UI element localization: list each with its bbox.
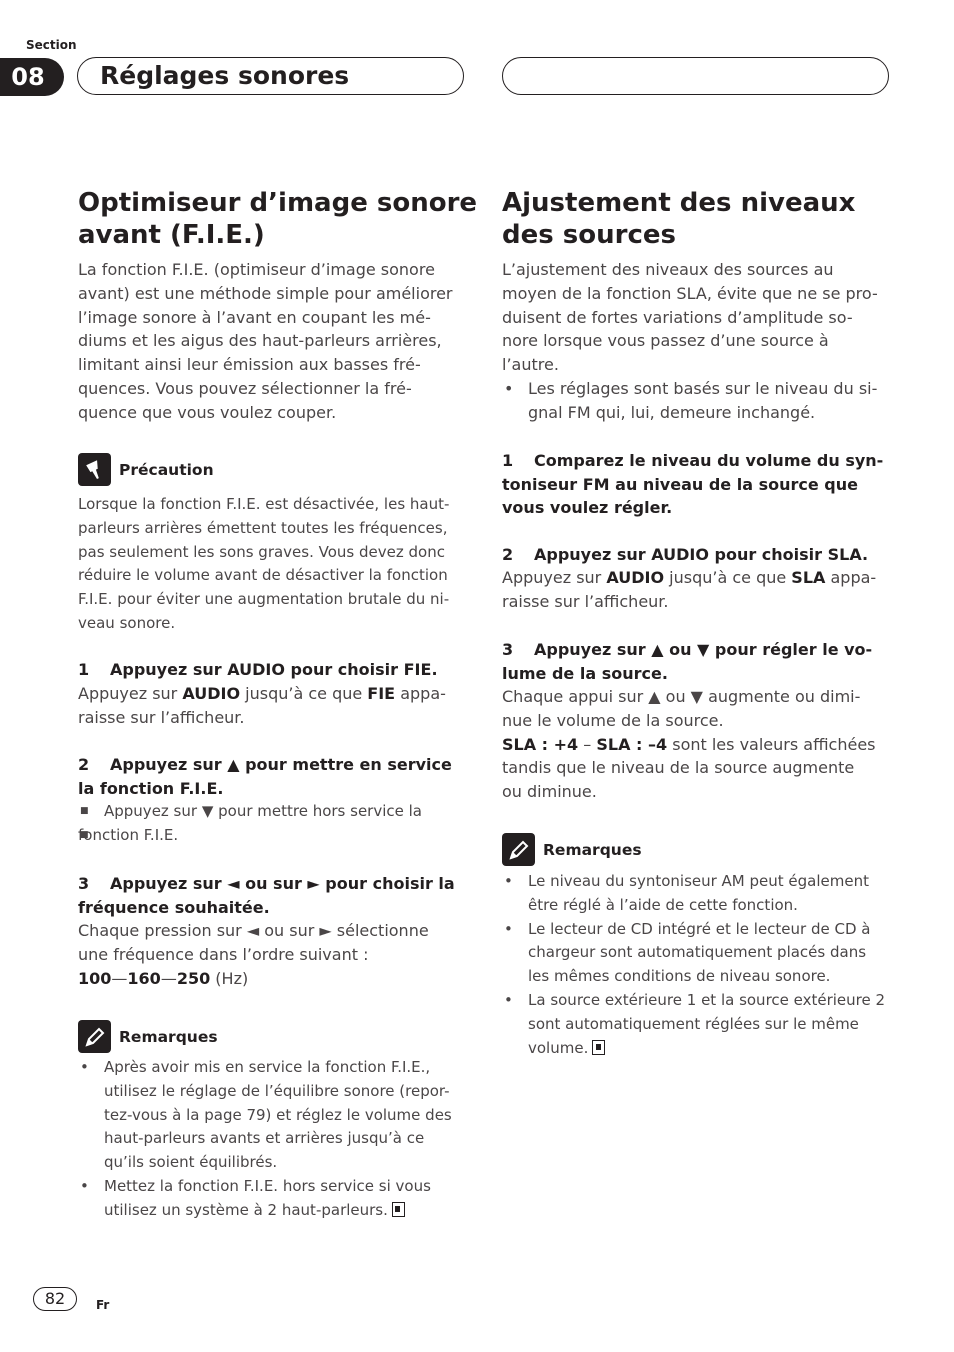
pencil-icon <box>78 1020 111 1053</box>
left-step-1-title: 1 Appuyez sur AUDIO pour choisir FIE. <box>78 660 438 679</box>
right-step-2-text: Appuyez sur AUDIO jusqu’à ce que SLA appa- raisse sur l’afficheur. <box>502 568 877 611</box>
left-note-2: • Mettez la fonction F.I.E. hors service si vous utilisez un système à 2 haut-parleurs. <box>78 1175 468 1223</box>
page-number: 82 <box>33 1287 77 1311</box>
right-heading: Ajustement des niveaux des sources <box>502 188 856 250</box>
left-notes-header <box>78 1020 218 1053</box>
left-notes-title: Remarques <box>119 1027 218 1046</box>
section-title: Réglages sonores <box>100 61 350 90</box>
left-note-1: • Après avoir mis en service la fonction F.I.E., utilisez le réglage de l’équilibre sonore (repor- tez-vous à la page 79) et réglez le volume des haut-parleurs avants et arrières jusqu’à ce qu’ils soient équilibrés. <box>78 1056 468 1175</box>
right-note-2: • Le lecteur de CD intégré et le lecteur de CD à chargeur sont automatiquement placés dans les mêmes conditions de niveau sonore. <box>502 918 894 989</box>
right-notes-list <box>502 870 894 1060</box>
left-step-3-title: 3 Appuyez sur ◄ ou sur ► pour choisir la fréquence souhaitée. <box>78 874 455 917</box>
pencil-icon <box>502 833 535 866</box>
right-step-1-title: 1 Comparez le niveau du volume du syn- toniseur FM au niveau de la source que vous voulez régler. <box>502 451 884 518</box>
right-step-2-title: 2 Appuyez sur AUDIO pour choisir SLA. <box>502 545 869 564</box>
caution-icon <box>78 453 111 486</box>
end-mark-icon <box>592 1040 605 1055</box>
right-step-3-title: 3 Appuyez sur ▲ ou ▼ pour régler le vo- lume de la source. <box>502 640 873 683</box>
header-empty-box <box>502 57 889 95</box>
right-notes-title: Remarques <box>543 840 642 859</box>
section-number-badge: 08 <box>0 58 64 96</box>
left-step-1-text: Appuyez sur AUDIO jusqu’à ce que FIE appa- raisse sur l’afficheur. <box>78 684 446 727</box>
left-step-2-title: 2 Appuyez sur ▲ pour mettre en service la fonction F.I.E. <box>78 755 452 798</box>
section-title-box <box>77 57 464 95</box>
left-step-2-note: ■ Appuyez sur ▼ pour mettre hors service la ■ fonction F.I.E. <box>78 800 468 848</box>
left-heading: Optimiseur d’image sonore avant (F.I.E.) <box>78 188 478 250</box>
right-note-3: • La source extérieure 1 et la source extérieure 2 sont automatiquement réglées sur le même volume. <box>502 989 894 1060</box>
right-notes-header <box>502 833 642 866</box>
right-intro: L’ajustement des niveaux des sources au moyen de la fonction SLA, évite que ne se pro- duisent de fortes variations d’amplitude so- nore lorsque vous passez d’une source à l’autre. <box>502 260 878 375</box>
left-step-3-text: Chaque pression sur ◄ ou sur ► sélectionne une fréquence dans l’ordre suivant : 100—160—250 (Hz) <box>78 921 429 988</box>
right-note-1: • Le niveau du syntoniseur AM peut également être réglé à l’aide de cette fonction. <box>502 870 894 918</box>
left-intro: La fonction F.I.E. (optimiseur d’image sonore avant) est une méthode simple pour améliorer l’image sonore à l’avant en coupant les mé- diums et les aigus des haut-parleurs arrières, limitant ainsi leur émission aux basses fré- quences. Vous pouvez sélectionner la fré- quence que vous voulez couper. <box>78 260 453 422</box>
caution-header <box>78 453 214 486</box>
end-mark-icon <box>392 1202 405 1217</box>
section-label: Section <box>26 38 77 52</box>
left-notes-list <box>78 1056 468 1223</box>
right-step-3-text: Chaque appui sur ▲ ou ▼ augmente ou dimi- nue le volume de la source. SLA : +4 – SLA : –4 sont les valeurs affichées tandis que le niveau de la source augmente ou diminue. <box>502 687 876 802</box>
caution-title: Précaution <box>119 460 214 479</box>
language-code: Fr <box>96 1298 110 1312</box>
right-bullet: • Les réglages sont basés sur le niveau du si- gnal FM qui, lui, demeure inchangé. <box>502 377 892 425</box>
caution-text: Lorsque la fonction F.I.E. est désactivée, les haut- parleurs arrières émettent toutes les fréquences, pas seulement les sons graves. Vous devez donc réduire le volume avant de désactiver la fonction F.I.E. pour éviter une augmentation brutale du ni- veau sonore. <box>78 495 450 632</box>
